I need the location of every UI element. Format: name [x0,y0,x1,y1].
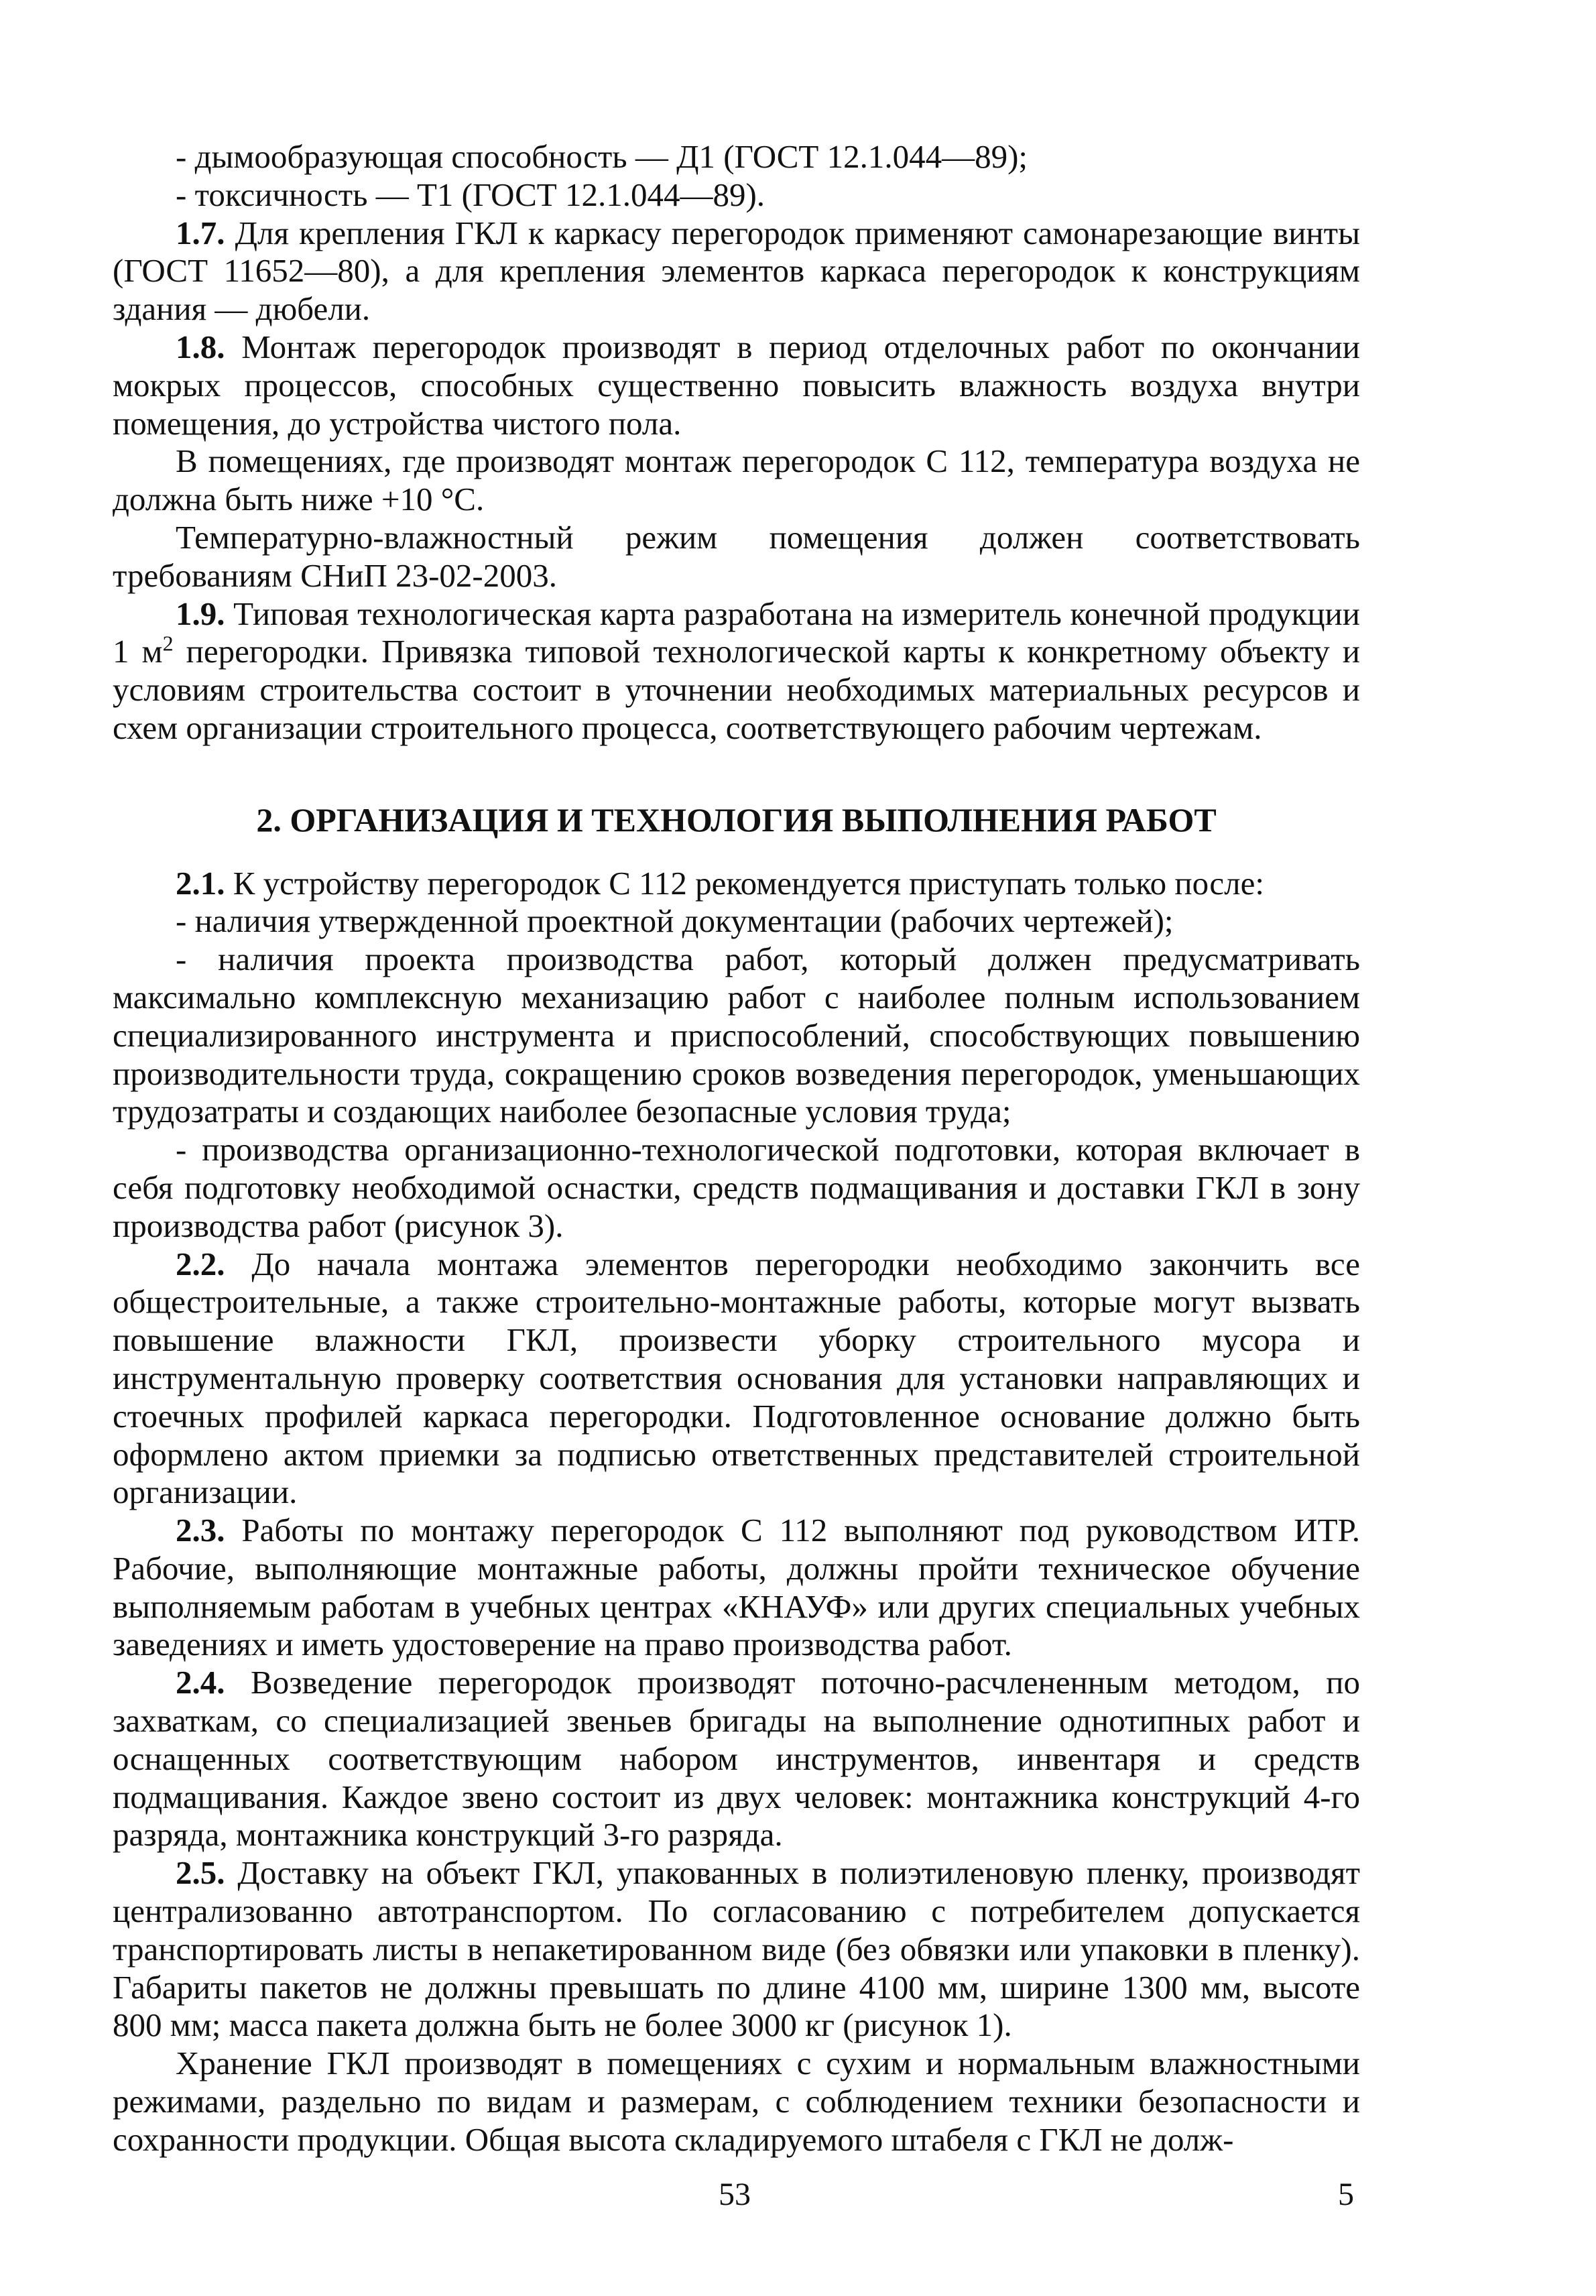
paragraph-storage: Хранение ГКЛ производят в помещениях с сухим и нормальным влажностными режимами, раздельно по видам и размерам, с соблюдением техники безопасности и сохранности продукции. Общая высота складируемого штабеля с ГКЛ не долж- [113,2045,1360,2158]
clause-number: 2.1. [176,864,225,902]
list-item-project: - наличия проекта производства работ, который должен предусматривать максимально комплексную механизацию работ с наиболее полным использованием специализированного инструмента и приспособлений, способствующих повышению производительности труда, сокращению сроков возведения перегородок, уменьшающих трудозатраты и создающих наиболее безопасные условия труда; [113,941,1360,1130]
clause-text: До начала монтажа элементов перегородки необходимо закончить все общестроительные, а также строительно-монтажные работы, которые могут вызвать повышение влажности ГКЛ, произвести уборку строительного мусора и инструментальную проверку соответствия основания для установки направляющих и стоечных профилей каркаса перегородки. Подготовленное основание должно быть оформлено актом приемки за подписью ответственных представителей строительной организации. [113,1245,1360,1511]
paragraph-2-4 [113,1664,1360,1854]
page-number-right: 5 [1338,2177,1354,2212]
paragraph-1-8 [113,328,1360,442]
list-item-documentation: - наличия утвержденной проектной документации (рабочих чертежей); [176,902,1174,940]
paragraph-2-1 [113,865,1360,903]
paragraph-2-2 [113,1246,1360,1512]
paragraph-2-5 [113,1854,1360,2045]
clause-number: 2.4. [176,1664,225,1701]
clause-text: Возведение перегородок производят поточно-расчлененным методом, по захваткам, со специализацией звеньев бригады на выполнение однотипных работ и оснащенных соответствующим набором инструментов, инвентаря и средств подмащивания. Каждое звено состоит из двух человек: монтажника конструкций 4-го разряда, монтажника конструкций 3-го разряда. [113,1664,1360,1854]
clause-number: 2.3. [176,1512,225,1549]
list-item-preparation: - производства организационно-технологической подготовки, которая включает в себя подготовку необходимой оснастки, средств подмащивания и доставки ГКЛ в зону производства работ (рисунок 3). [113,1131,1360,1244]
section-heading: 2. ОРГАНИЗАЦИЯ И ТЕХНОЛОГИЯ ВЫПОЛНЕНИЯ РАБОТ [256,800,1217,839]
list-item-toxicity: - токсичность — Т1 (ГОСТ 12.1.044—89). [176,176,765,213]
paragraph-1-7 [113,215,1360,328]
clause-number: 1.9. [176,595,225,632]
clause-text: Работы по монтажу перегородок С 112 выполняют под руководством ИТР. Рабочие, выполняющие монтажные работы, должны пройти техническое обучение выполняемым работам в учебных центрах «КНАУФ» или других специальных учебных заведениях и иметь удостоверение на право производства работ. [113,1512,1360,1663]
clause-text: К устройству перегородок С 112 рекомендуется приступать только после: [225,864,1264,902]
clause-text: Типовая технологическая карта разработана на измеритель конечной продукции 1 м [113,595,1360,670]
paragraph-2-3 [113,1512,1360,1664]
superscript: 2 [162,631,174,656]
clause-text: перегородки. Привязка типовой технологической карты к конкретному объекту и условиям строительства состоит в уточнении необходимых материальных ресурсов и схем организации строительного процесса, соответствующего рабочим чертежам. [113,633,1360,746]
clause-number: 2.2. [176,1245,225,1282]
list-item-smoke: - дымообразующая способность — Д1 (ГОСТ 12.1.044—89); [176,138,1028,175]
clause-number: 2.5. [176,1854,225,1892]
clause-text: Доставку на объект ГКЛ, упакованных в полиэтиленовую пленку, производят централизованно автотранспортом. По согласованию с потребителем допускается транспортировать листы в непакетированном виде (без обвязки или упаковки в пленку). Габариты пакетов не должны превышать по длине 4100 мм, ширине 1300 мм, высоте 800 мм; масса пакета должна быть не более 3000 кг (рисунок 1). [113,1854,1360,2044]
paragraph-temperature: В помещениях, где производят монтаж перегородок С 112, температура воздуха не должна быть ниже +10 °С. [113,442,1360,518]
document-body [113,138,1360,2159]
clause-number: 1.7. [176,214,225,251]
clause-text: Для крепления ГКЛ к каркасу перегородок применяют самонарезающие винты (ГОСТ 11652—80), а для крепления элементов каркаса перегородок к конструкциям здания — дюбели. [113,214,1360,328]
page-number-center: 53 [719,2177,751,2212]
clause-text: Монтаж перегородок производят в период отделочных работ по окончании мокрых процессов, способных существенно повысить влажность воздуха внутри помещения, до устройства чистого пола. [113,328,1360,442]
paragraph-1-9 [113,595,1360,747]
paragraph-regime: Температурно-влажностный режим помещения должен соответствовать требованиям СНиП 23-02-2003. [113,518,1360,594]
clause-number: 1.8. [176,328,225,365]
